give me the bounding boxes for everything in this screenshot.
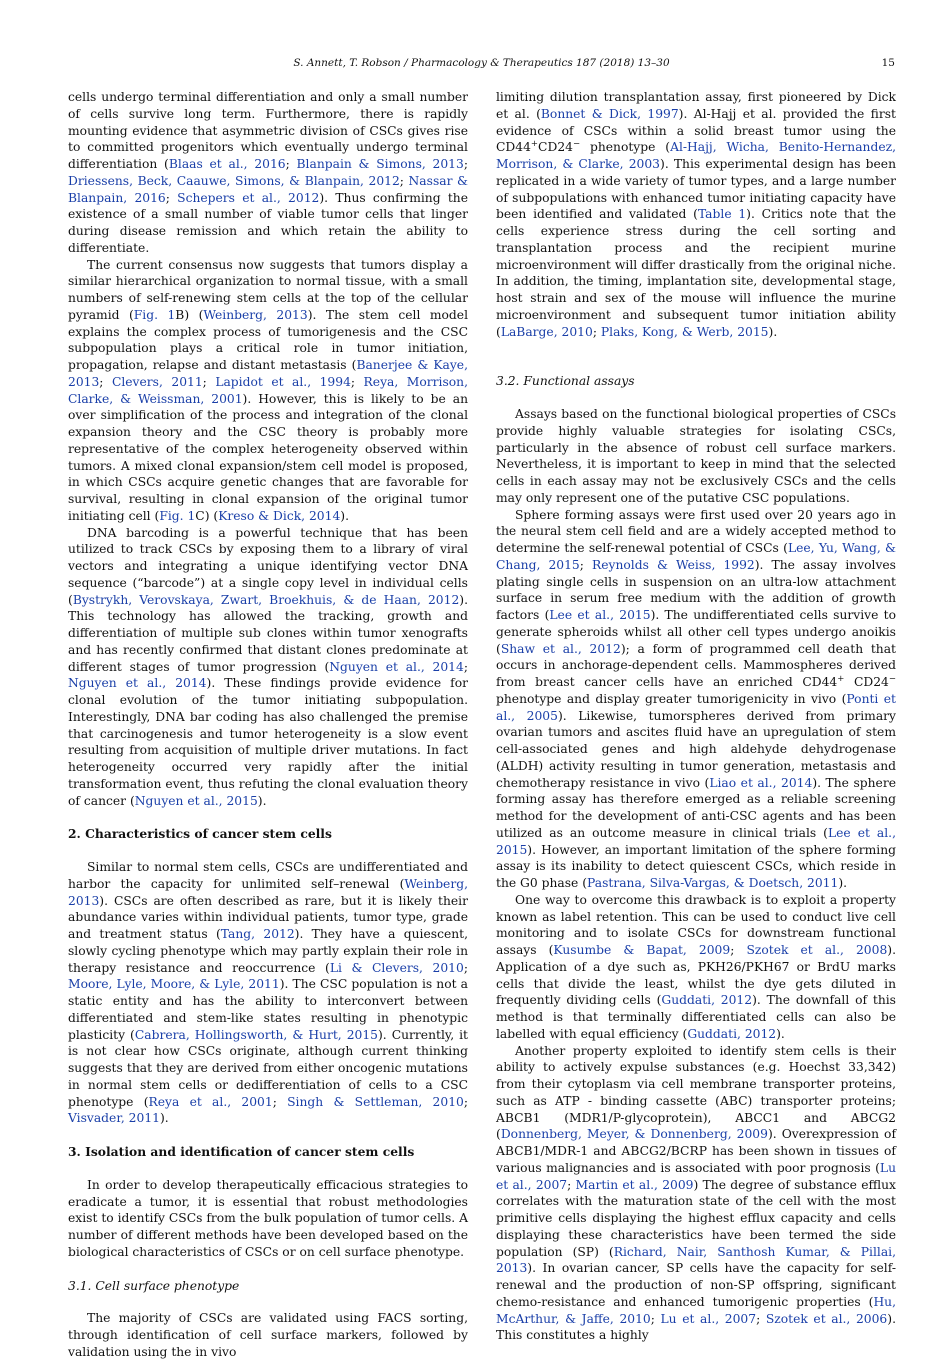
- citation-link[interactable]: Nguyen et al., 2014: [329, 659, 464, 674]
- citation-link[interactable]: Plaks, Kong, & Werb, 2015: [600, 324, 769, 339]
- citation-link[interactable]: LaBarge, 2010: [500, 324, 593, 339]
- citation-link[interactable]: Schepers et al., 2012: [177, 190, 320, 205]
- paragraph: One way to overcome this drawback is to exploit a property known as label retention. This can be used to conduct live cell monitoring and to isolate CSCs for downstream functional assays (Kusumbe & Bapat, 2009; Szotek et al., 2008). Application of a dye such as, PKH26/PKH67 or BrdU marks cells that divide the least, whilst the dye gets diluted in frequently dividing cells (Guddati, 2012). The downfall of this method is that terminally differentiated cells can also be labelled with equal efficiency (Guddati, 2012).: [496, 892, 896, 1041]
- citation-link[interactable]: Lee, Yu, Wang, & Chang, 2015: [496, 541, 896, 572]
- citation-link[interactable]: Tang, 2012: [220, 927, 295, 941]
- citation-link[interactable]: Driessens, Beck, Caauwe, Simons, & Blanpain, 2012: [68, 173, 400, 188]
- paragraph: In order to develop therapeutically efficacious strategies to eradicate a tumor, it is essential that robust methodologies exist to identify CSCs from the bulk population of tumor cells. A number of different methods have been developed based on the biological characteristics of CSCs or on cell surface phenotype.: [68, 1177, 468, 1259]
- paragraph: limiting dilution transplantation assay, first pioneered by Dick et al. (Bonnet & Dick, 1997). Al-Hajj et al. provided the first evidence of CSCs within a solid breast tumor using the CD44+CD24− phenotype (Al-Hajj, Wicha, Benito-Hernandez, Morrison, & Clarke, 2003). This experimental design has been replicated in a wide variety of tumor types, and a large number of subpopulations with enhanced tumor initiating capacity have been identified and validated (Table 1). Critics note that the cells experience stress during the cell sorting and transplantation process and the recipient murine microenvironment will differ drastically from the original niche. In addition, the timing, implantation site, developmental stage, host strain and sex of the mouse will influence the murine microenvironment and subsequent tumor initiation ability (LaBarge, 2010; Plaks, Kong, & Werb, 2015).: [496, 90, 897, 339]
- citation-link[interactable]: Reya, Morrison, Clarke, & Weissman, 2001: [68, 374, 468, 406]
- paragraph: The current consensus now suggests that tumors display a similar hierarchical organization to normal tissue, with a small numbers of self-renewing stem cells at the top of the cellular pyramid (Fig. 1B) (Weinberg, 2013). The stem cell model explains the complex process of tumorigenesis and the CSC subpopulation plays a critical role in tumor initiation, propagation, relapse and distant metastasis (Banerjee & Kaye, 2013; Clevers, 2011; Lapidot et al., 1994; Reya, Morrison, Clarke, & Weissman, 2001). However, this is likely to be an over simplification of the process and integration of the clonal expansion theory and the CSC theory is probably more representative of the complex heterogeneity observed within tumors. A mixed clonal expansion/stem cell model is proposed, in which CSCs acquire genetic changes that are favorable for survival, resulting in clonal expansion of the original tumor initiating cell (Fig. 1C) (Kreso & Dick, 2014).: [68, 257, 468, 523]
- paragraph: Similar to normal stem cells, CSCs are undifferentiated and harbor the capacity for unlimited self–renewal (Weinberg, 2013). CSCs are often described as rare, but it is likely their abundance varies within individual patients, tumor type, grade and treatment status (Tang, 2012). They have a quiescent, slowly cycling phenotype which may partly explain their role in therapy resistance and reoccurrence (Li & Clevers, 2010; Moore, Lyle, Moore, & Lyle, 2011). The CSC population is not a static entity and has the ability to interconvert between differentiated and stem-like states resulting in phenotypic plasticity (Cabrera, Hollingsworth, & Hurt, 2015). Currently, it is not clear how CSCs originate, although current thinking suggests that they are derived from either oncogenic mutations in normal stem cells or dedifferentiation of cells to a CSC phenotype (Reya et al., 2001; Singh & Settleman, 2010; Visvader, 2011).: [68, 860, 469, 1126]
- citation-link[interactable]: Pastrana, Silva-Vargas, & Doetsch, 2011: [587, 876, 839, 890]
- citation-link[interactable]: Martin et al., 2009: [575, 1177, 694, 1192]
- citation-link[interactable]: Lu et al., 2007: [660, 1311, 757, 1326]
- citation-link[interactable]: Moore, Lyle, Moore, & Lyle, 2011: [68, 977, 280, 992]
- citation-link[interactable]: Nguyen et al., 2015: [134, 793, 258, 808]
- citation-link[interactable]: Lu et al., 2007: [496, 1160, 896, 1192]
- paragraph: Assays based on the functional biological properties of CSCs provide highly valuable strategies for isolating CSCs, particularly in the absence of robust cell surface markers. Nevertheless, it is important to keep in mind that the selected cells in each assay may not be exclusively CSCs and the cells may only represent one of the putative CSC populations.: [496, 407, 896, 505]
- citation-link[interactable]: Blaas et al., 2016: [168, 157, 286, 171]
- page-header: [68, 57, 895, 73]
- paragraph: cells undergo terminal differentiation and only a small number of cells survive long term. Furthermore, there is rapidly mounting evidence that asymmetric division of CSCs gives rise to committed progenitors which eventually undergo terminal differentiation (Blaas et al., 2016; Blanpain & Simons, 2013; Driessens, Beck, Caauwe, Simons, & Blanpain, 2012; Nassar & Blanpain, 2016; Schepers et al., 2012). Thus confirming the existence of a small number of viable tumor cells that linger during disease remission and which retain the ability to differentiate.: [68, 90, 469, 255]
- subsection-heading: 3.2. Functional assays: [496, 374, 635, 389]
- citation-link[interactable]: Clevers, 2011: [111, 374, 203, 389]
- right-column: [496, 89, 896, 1344]
- citation-link[interactable]: Szotek et al., 2008: [746, 943, 888, 957]
- paragraph: DNA barcoding is a powerful technique that has been utilized to track CSCs by exposing them to a library of viral vectors and integrating a unique identifying vector DNA sequence (“barcode”) at a single copy level in individual cells (Bystrykh, Verovskaya, Zwart, Broekhuis, & de Haan, 2012). This technology has allowed the tracking, growth and differentiation of multiple sub clones within tumor xenografts and has recently confirmed that distant clones predominate at different stages of tumor progression (Nguyen et al., 2014; Nguyen et al., 2014). These findings provide evidence for clonal evolution of the tumor initiating subpopulation. Interestingly, DNA bar coding has also challenged the premise that carcinogenesis and tumor heterogeneity is a slow event resulting from acquisition of multiple driver mutations. In fact heterogeneity occurred very rapidly after the initial transformation event, thus refuting the clonal evaluation theory of cancer (Nguyen et al., 2015).: [68, 525, 468, 808]
- citation-link[interactable]: Blanpain & Simons, 2013: [296, 157, 464, 171]
- citation-link[interactable]: Szotek et al., 2006: [765, 1311, 888, 1326]
- citation-link[interactable]: Donnenberg, Meyer, & Donnenberg, 2009: [500, 1127, 768, 1142]
- page-number: 15: [881, 57, 895, 69]
- citation-link[interactable]: Visvader, 2011: [68, 1111, 160, 1126]
- citation-link[interactable]: Kreso & Dick, 2014: [218, 508, 341, 523]
- citation-link[interactable]: Guddati, 2012: [687, 1026, 777, 1041]
- citation-link[interactable]: Nassar & Blanpain, 2016: [68, 173, 469, 205]
- citation-link[interactable]: Nguyen et al., 2014: [68, 676, 207, 691]
- citation-link[interactable]: Ponti et al., 2005: [496, 691, 896, 723]
- citation-link[interactable]: Cabrera, Hollingsworth, & Hurt, 2015: [134, 1027, 378, 1042]
- citation-link[interactable]: Bonnet & Dick, 1997: [540, 106, 679, 121]
- citation-link[interactable]: Weinberg, 2013: [203, 307, 308, 322]
- citation-link[interactable]: Guddati, 2012: [661, 993, 753, 1008]
- citation-link[interactable]: Bystrykh, Verovskaya, Zwart, Broekhuis, & de Haan, 2012: [72, 592, 460, 607]
- citation-link[interactable]: Singh & Settleman, 2010: [287, 1094, 464, 1109]
- paragraph: The majority of CSCs are validated using FACS sorting, through identification of cell surface markers, followed by validation using the in vivo: [68, 1311, 468, 1359]
- section-heading: 3. Isolation and identification of cancer stem cells: [68, 1144, 415, 1159]
- citation-link[interactable]: Li & Clevers, 2010: [329, 960, 464, 975]
- citation-link[interactable]: Kusumbe & Bapat, 2009: [553, 943, 731, 957]
- citation-link[interactable]: Al-Hajj, Wicha, Benito-Hernandez, Morrison, & Clarke, 2003: [496, 140, 897, 171]
- paragraph: Sphere forming assays were first used over 20 years ago in the neural stem cell field and are a widely accepted method to determine the self-renewal potential of CSCs (Lee, Yu, Wang, & Chang, 2015; Reynolds & Weiss, 1992). The assay involves plating single cells in suspension on an ultra-low attachment surface in serum free medium with the addition of growth factors (Lee et al., 2015). The undifferentiated cells survive to generate spheroids whilst all other cell types undergo anoikis (Shaw et al., 2012); a form of programmed cell death that occurs in anchorage-dependent cells. Mammospheres derived from breast cancer cells have an enriched CD44+ CD24− phenotype and display greater tumorigenicity in vivo (Ponti et al., 2005). Likewise, tumorspheres derived from primary ovarian tumors and ascites fluid have an upregulation of stem cell-associated genes and high aldehyde dehydrogenase (ALDH) activity resulting in tumor generation, metastasis and chemotherapy resistance in vivo (Liao et al., 2014). The sphere forming assay has therefore emerged as a reliable screening method for the development of anti-CSC agents and has been utilized as an outcome measure in clinical trials (Lee et al., 2015). However, an important limitation of the sphere forming assay is its inability to detect quiescent CSCs, which reside in the G0 phase (Pastrana, Silva-Vargas, & Doetsch, 2011).: [496, 507, 897, 890]
- table-link[interactable]: Table 1: [697, 207, 747, 222]
- citation-link[interactable]: Banerjee & Kaye, 2013: [68, 358, 468, 389]
- citation-link[interactable]: Hu, McArthur, & Jaffe, 2010: [496, 1294, 896, 1326]
- citation-link[interactable]: Weinberg, 2013: [68, 876, 468, 908]
- citation-link[interactable]: Shaw et al., 2012: [500, 641, 621, 656]
- citation-link[interactable]: Reya et al., 2001: [148, 1094, 273, 1109]
- figure-link[interactable]: Fig. 1: [133, 307, 176, 322]
- citation-link[interactable]: Richard, Nair, Santhosh Kumar, & Pillai, 2013: [496, 1244, 897, 1276]
- subsection-heading: 3.1. Cell surface phenotype: [68, 1278, 240, 1293]
- figure-link[interactable]: Fig. 1: [159, 508, 196, 523]
- citation-link[interactable]: Lee et al., 2015: [496, 825, 896, 857]
- section-heading: 2. Characteristics of cancer stem cells: [68, 826, 332, 842]
- citation-link[interactable]: Reynolds & Weiss, 1992: [591, 557, 755, 572]
- citation-link[interactable]: Lee et al., 2015: [549, 608, 651, 622]
- citation-link[interactable]: Lapidot et al., 1994: [215, 374, 351, 389]
- paragraph: Another property exploited to identify stem cells is their ability to actively expulse substances (e.g. Hoechst 33,342) from their cytoplasm via cell membrane transporter proteins, such as ATP - binding cassette (ABC) transporter proteins; ABCB1 (MDR1/P-glycoprotein), ABCC1 and ABCG2 (Donnenberg, Meyer, & Donnenberg, 2009). Overexpression of ABCB1/MDR-1 and ABCG2/BCRP has been shown in tissues of various malignancies and is associated with poor prognosis (Lu et al., 2007; Martin et al., 2009) The degree of substance efflux correlates with the maturation state of the cell with the most primitive cells displaying the highest efflux capacity and cells displaying these characteristics have been termed the side population (SP) (Richard, Nair, Santhosh Kumar, & Pillai, 2013). In ovarian cancer, SP cells have the capacity for self-renewal and the production of non-SP offspring, significant chemo-resistance and enhanced tumorigenic properties (Hu, McArthur, & Jaffe, 2010; Lu et al., 2007; Szotek et al., 2006). This constitutes a highly: [496, 1043, 897, 1343]
- running-head: S. Annett, T. Robson / Pharmacology & Therapeutics 187 (2018) 13–30: [293, 57, 670, 69]
- citation-link[interactable]: Liao et al., 2014: [709, 775, 813, 790]
- left-column: [68, 89, 468, 1361]
